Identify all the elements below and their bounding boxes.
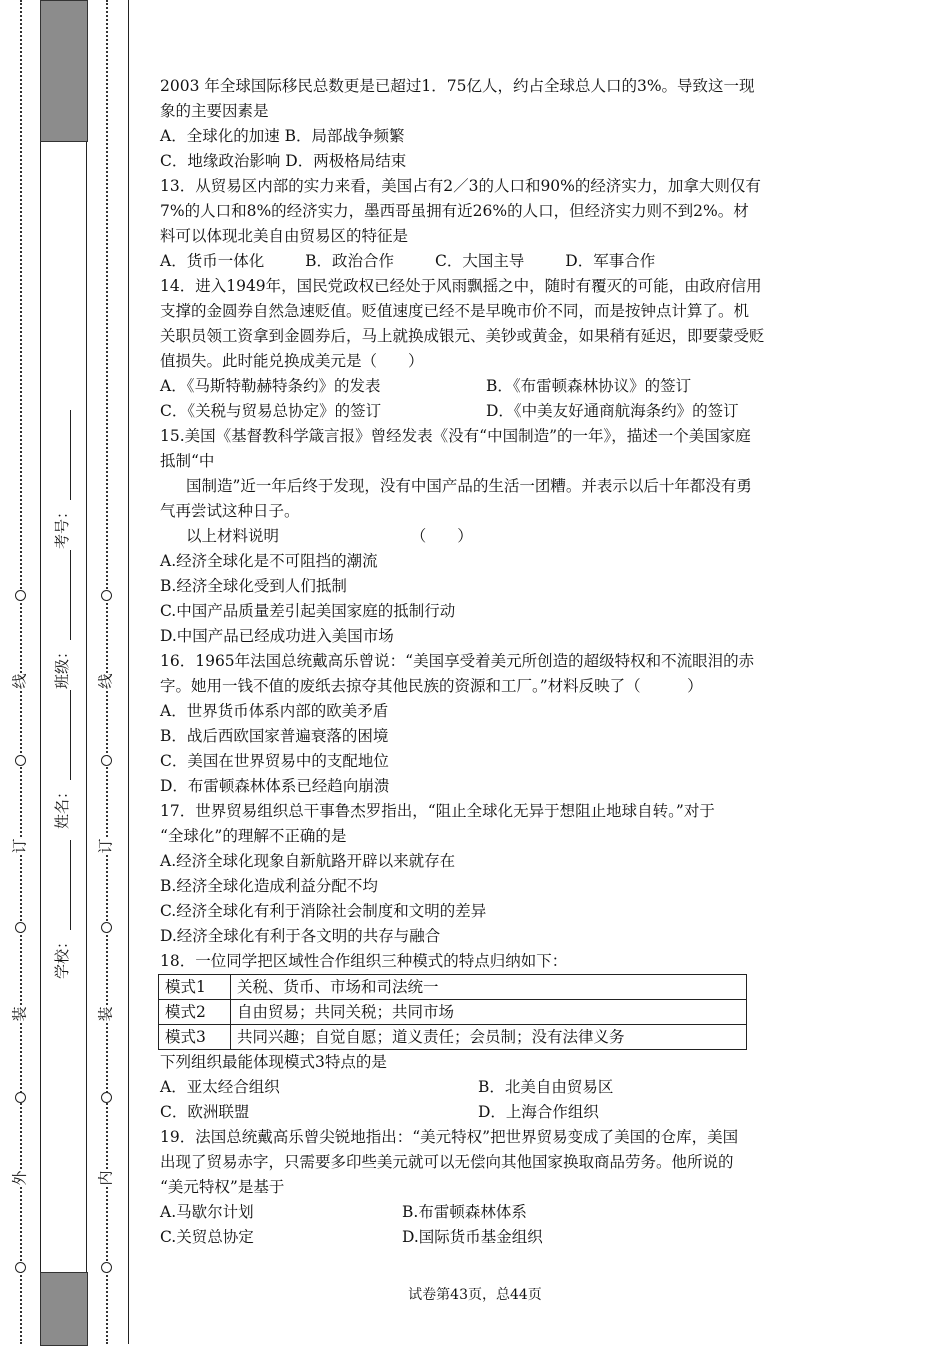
q19-line: 19．法国总统戴高乐曾尖锐地指出：“美元特权”把世界贸易变成了美国的仓库，美国 bbox=[160, 1128, 739, 1146]
circle-mark bbox=[15, 922, 26, 933]
q14-option-b: B．《布雷顿森林协议》的签订 bbox=[486, 377, 692, 395]
q16-line: 16．1965年法国总统戴高乐曾说：“美国享受着美元所创造的超级特权和不流眼泪的赤 bbox=[160, 652, 755, 670]
q14-option-d: D．《中美友好通商航海条约》的签订 bbox=[486, 402, 739, 420]
mode-cell: 模式2 bbox=[159, 1000, 231, 1025]
q13-option-a: A．货币一体化 bbox=[160, 252, 265, 270]
q15-option: C.中国产品质量差引起美国家庭的抵制行动 bbox=[160, 602, 456, 620]
q15-option: A.经济全球化是不可阻挡的潮流 bbox=[160, 552, 378, 570]
outer-char-xian: 线 bbox=[10, 673, 29, 689]
q17-option: D.经济全球化有利于各文明的共存与融合 bbox=[160, 927, 441, 945]
school-blank[interactable] bbox=[56, 840, 71, 930]
q19-line: 出现了贸易赤字，只需要多印些美元就可以无偿向其他国家换取商品劳务。他所说的 bbox=[160, 1153, 734, 1171]
q15-option: B.经济全球化受到人们抵制 bbox=[160, 577, 347, 595]
circle-mark bbox=[101, 590, 112, 601]
circle-mark bbox=[101, 755, 112, 766]
inner-char-xian: 线 bbox=[96, 673, 115, 689]
class-blank[interactable] bbox=[56, 550, 71, 640]
circle-mark bbox=[15, 1262, 26, 1273]
q17-option: C.经济全球化有利于消除社会制度和文明的差异 bbox=[160, 902, 487, 920]
q15-line: 抵制“中 bbox=[160, 452, 215, 470]
margin-line bbox=[40, 0, 41, 1344]
inner-cut-line bbox=[106, 0, 108, 1344]
q18-option-d: D．上海合作组织 bbox=[478, 1103, 599, 1121]
circle-mark bbox=[15, 590, 26, 601]
q15-prompt: 以上材料说明 （ ） bbox=[186, 527, 473, 545]
gray-block-top bbox=[40, 0, 88, 142]
q18-intro: 18．一位同学把区域性合作组织三种模式的特点归纳如下： bbox=[160, 952, 568, 970]
q13-line: 13．从贸易区内部的实力来看，美国占有2／3的人口和90%的经济实力，加拿大则仅有 bbox=[160, 177, 761, 195]
q15-option: D.中国产品已经成功进入美国市场 bbox=[160, 627, 394, 645]
circle-mark bbox=[101, 1262, 112, 1273]
table-row bbox=[159, 1025, 747, 1050]
circle-mark bbox=[15, 755, 26, 766]
q15-line: 15.美国《基督教科学箴言报》曾经发表《没有“中国制造”的一年》，描述一个美国家庭 bbox=[160, 427, 751, 445]
q13-options bbox=[160, 249, 800, 274]
q16-option: A．世界货币体系内部的欧美矛盾 bbox=[160, 702, 389, 720]
q15-line: 气再尝试这种日子。 bbox=[160, 502, 300, 520]
q14-line: 关职员领工资拿到金圆券后，马上就换成银元、美钞或黄金，如果稍有延迟，即要蒙受贬 bbox=[160, 327, 765, 345]
exam-number-blank[interactable] bbox=[56, 410, 71, 500]
inner-char-ding: 订 bbox=[96, 838, 115, 854]
margin-line bbox=[128, 0, 129, 1344]
q19-option-c: C.关贸总协定 bbox=[160, 1228, 254, 1246]
modes-table bbox=[158, 974, 747, 1050]
q16-option: B．战后西欧国家普遍衰落的困境 bbox=[160, 727, 389, 745]
q14-option-a: A．《马斯特勒赫特条约》的发表 bbox=[160, 377, 381, 395]
school-label: 学校： bbox=[53, 933, 71, 979]
circle-mark bbox=[101, 922, 112, 933]
q17-option: B.经济全球化造成利益分配不均 bbox=[160, 877, 378, 895]
q16-option: D．布雷顿森林体系已经趋向崩溃 bbox=[160, 777, 390, 795]
class-field[interactable] bbox=[53, 549, 71, 689]
inner-char-nei: 内 bbox=[96, 1170, 115, 1186]
q16-line: 字。她用一钱不值的废纸去掠夺其他民族的资源和工厂。”材料反映了（ ） bbox=[160, 677, 703, 695]
name-field[interactable] bbox=[53, 689, 71, 829]
desc-cell: 自由贸易；共同关税；共同市场 bbox=[231, 1000, 747, 1025]
intro-line: 象的主要因素是 bbox=[160, 102, 269, 120]
mode-cell: 模式3 bbox=[159, 1025, 231, 1050]
table-row bbox=[159, 975, 747, 1000]
name-label: 姓名： bbox=[53, 783, 71, 829]
exam-number-field[interactable] bbox=[53, 409, 71, 549]
desc-cell: 共同兴趣；自觉自愿；道义责任；会员制；没有法律义务 bbox=[231, 1025, 747, 1050]
q18-option-a: A．亚太经合组织 bbox=[160, 1078, 280, 1096]
circle-mark bbox=[15, 1092, 26, 1103]
outer-cut-line bbox=[20, 0, 22, 1344]
inner-char-zhuang: 装 bbox=[96, 1006, 115, 1022]
intro-line: 2003 年全球国际移民总数更是已超过1．75亿人，约占全球总人口的3%。导致这一现 bbox=[160, 77, 755, 95]
q18-options-row bbox=[160, 1100, 800, 1125]
q17-line: 17．世界贸易组织总干事鲁杰罗指出，“阻止全球化无异于想阻止地球自转。”对于 bbox=[160, 802, 715, 820]
exam-number-label: 考号： bbox=[53, 503, 71, 549]
q13-option-b: B．政治合作 bbox=[305, 252, 395, 270]
circle-mark bbox=[101, 1092, 112, 1103]
school-field[interactable] bbox=[53, 839, 71, 979]
q17-option: A.经济全球化现象自新航路开辟以来就存在 bbox=[160, 852, 456, 870]
q18-options-row bbox=[160, 1075, 800, 1100]
q14-line: 值损失。此时能兑换成美元是（ ） bbox=[160, 352, 424, 370]
q13-line: 7%的人口和8%的经济实力，墨西哥虽拥有近26%的人口，但经济实力则不到2%。材 bbox=[160, 202, 749, 220]
table-row bbox=[159, 1000, 747, 1025]
q14-option-c: C．《关税与贸易总协定》的签订 bbox=[160, 402, 382, 420]
class-label: 班级： bbox=[53, 643, 71, 689]
intro-option: A．全球化的加速 B．局部战争频繁 bbox=[160, 127, 405, 145]
q13-line: 料可以体现北美自由贸易区的特征是 bbox=[160, 227, 409, 245]
q16-option: C．美国在世界贸易中的支配地位 bbox=[160, 752, 389, 770]
margin-line bbox=[86, 0, 87, 1344]
q14-options-row bbox=[160, 374, 800, 399]
mode-cell: 模式1 bbox=[159, 975, 231, 1000]
q19-option-b: B.布雷顿森林体系 bbox=[402, 1203, 527, 1221]
page-footer: 试卷第43页，总44页 bbox=[408, 1287, 542, 1303]
q13-option-c: C．大国主导 bbox=[434, 252, 525, 270]
q13-option-d: D．军事合作 bbox=[565, 252, 656, 270]
q19-option-d: D.国际货币基金组织 bbox=[402, 1228, 543, 1246]
q17-line: “全球化”的理解不正确的是 bbox=[160, 827, 347, 845]
q19-option-a: A.马歇尔计划 bbox=[160, 1203, 254, 1221]
q18-option-b: B．北美自由贸易区 bbox=[478, 1078, 614, 1096]
question-content bbox=[160, 74, 800, 1250]
q18-option-c: C．欧洲联盟 bbox=[160, 1103, 250, 1121]
desc-cell: 关税、货币、市场和司法统一 bbox=[231, 975, 747, 1000]
q19-options-row bbox=[160, 1225, 800, 1250]
binding-margin bbox=[0, 0, 130, 1344]
q14-line: 支撑的金圆券自然急速贬值。贬值速度已经不是早晚市价不同，而是按钟点计算了。机 bbox=[160, 302, 750, 320]
outer-char-wai: 外 bbox=[10, 1170, 29, 1186]
q19-line: “美元特权”是基于 bbox=[160, 1178, 285, 1196]
outer-char-zhuang: 装 bbox=[10, 1006, 29, 1022]
outer-char-ding: 订 bbox=[10, 838, 29, 854]
intro-option: C．地缘政治影响 D．两极格局结束 bbox=[160, 152, 407, 170]
q14-options-row bbox=[160, 399, 800, 424]
q14-line: 14．进入1949年，国民党政权已经处于风雨飘摇之中，随时有覆灭的可能，由政府信用 bbox=[160, 277, 762, 295]
q19-options-row bbox=[160, 1200, 800, 1225]
name-blank[interactable] bbox=[56, 690, 71, 780]
q18-question: 下列组织最能体现模式3特点的是 bbox=[160, 1053, 387, 1071]
q15-line: 国制造”近一年后终于发现，没有中国产品的生活一团糟。并表示以后十年都没有勇 bbox=[186, 477, 752, 495]
